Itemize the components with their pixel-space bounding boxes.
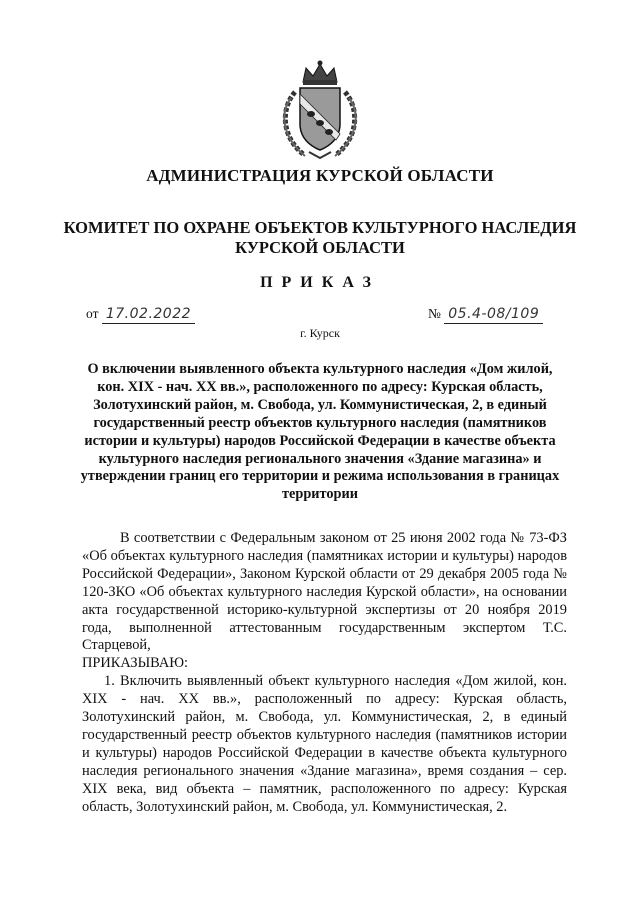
administration-title: АДМИНИСТРАЦИЯ КУРСКОЙ ОБЛАСТИ [146, 166, 494, 185]
order-number [428, 306, 543, 324]
order-item-1: 1. Включить выявленный объект культурного наследия «Дом жилой, кон. XIX - нач. XX вв.», расположенный по адресу: Курская область, Золотухинский район, м. Свобода, ул. Коммунистическая, 2, в единый государственный реестр объектов культурного наследия (памятников истории и культуры) народов Российской Федерации в качестве объекта культурного наследия регионального значения «Здание магазина», время создания – сер. XIX века, вид объекта – памятник, расположенного по адресу: Курская область, Золотухинский район, м. Свобода, ул. Коммунистическая, 2. [82, 673, 567, 815]
committee-title [60, 218, 580, 258]
date-prefix: от [86, 306, 99, 321]
order-heading: ПРИКАЗ [260, 274, 380, 291]
preamble-paragraph: В соответствии с Федеральным законом от 25 июня 2002 года № 73-ФЗ «Об объектах культурного наследия (памятниках истории и культуры) народов Российской Федерации», Законом Курской области от 29 декабря 2005 года № 120-ЗКО «Об объектах культурного наследия Курской области», на основании акта государственной историко-культурной экспертизы от 20 ноября 2019 года, выполненной аттестованным государственным экспертом Т.С. Старцевой, [82, 530, 567, 654]
document-title: О включении выявленного объекта культурного наследия «Дом жилой, кон. XIX - нач. XX вв.», расположенного по адресу: Курская область, Золотухинский район, м. Свобода, ул. Коммунистическая, 2, в единый государственный реестр объектов культурного наследия (памятников истории и культуры) народов Российской Федерации в качестве объекта культурного наследия регионального значения «Здание магазина» и утверждении границ его территории и режима использования в границах территории [80, 361, 560, 503]
order-date [86, 306, 195, 324]
order-keyword: ПРИКАЗЫВАЮ: [82, 655, 189, 672]
committee-title-line2: КУРСКОЙ ОБЛАСТИ [235, 238, 405, 257]
coat-of-arms-icon [273, 58, 367, 160]
document-body [82, 530, 567, 817]
number-value: 05.4-08/109 [444, 306, 543, 324]
city: г. Курск [300, 326, 340, 340]
date-value: 17.02.2022 [102, 306, 195, 324]
committee-title-line1: КОМИТЕТ ПО ОХРАНЕ ОБЪЕКТОВ КУЛЬТУРНОГО НАСЛЕДИЯ [63, 218, 577, 237]
number-prefix: № [428, 306, 441, 321]
